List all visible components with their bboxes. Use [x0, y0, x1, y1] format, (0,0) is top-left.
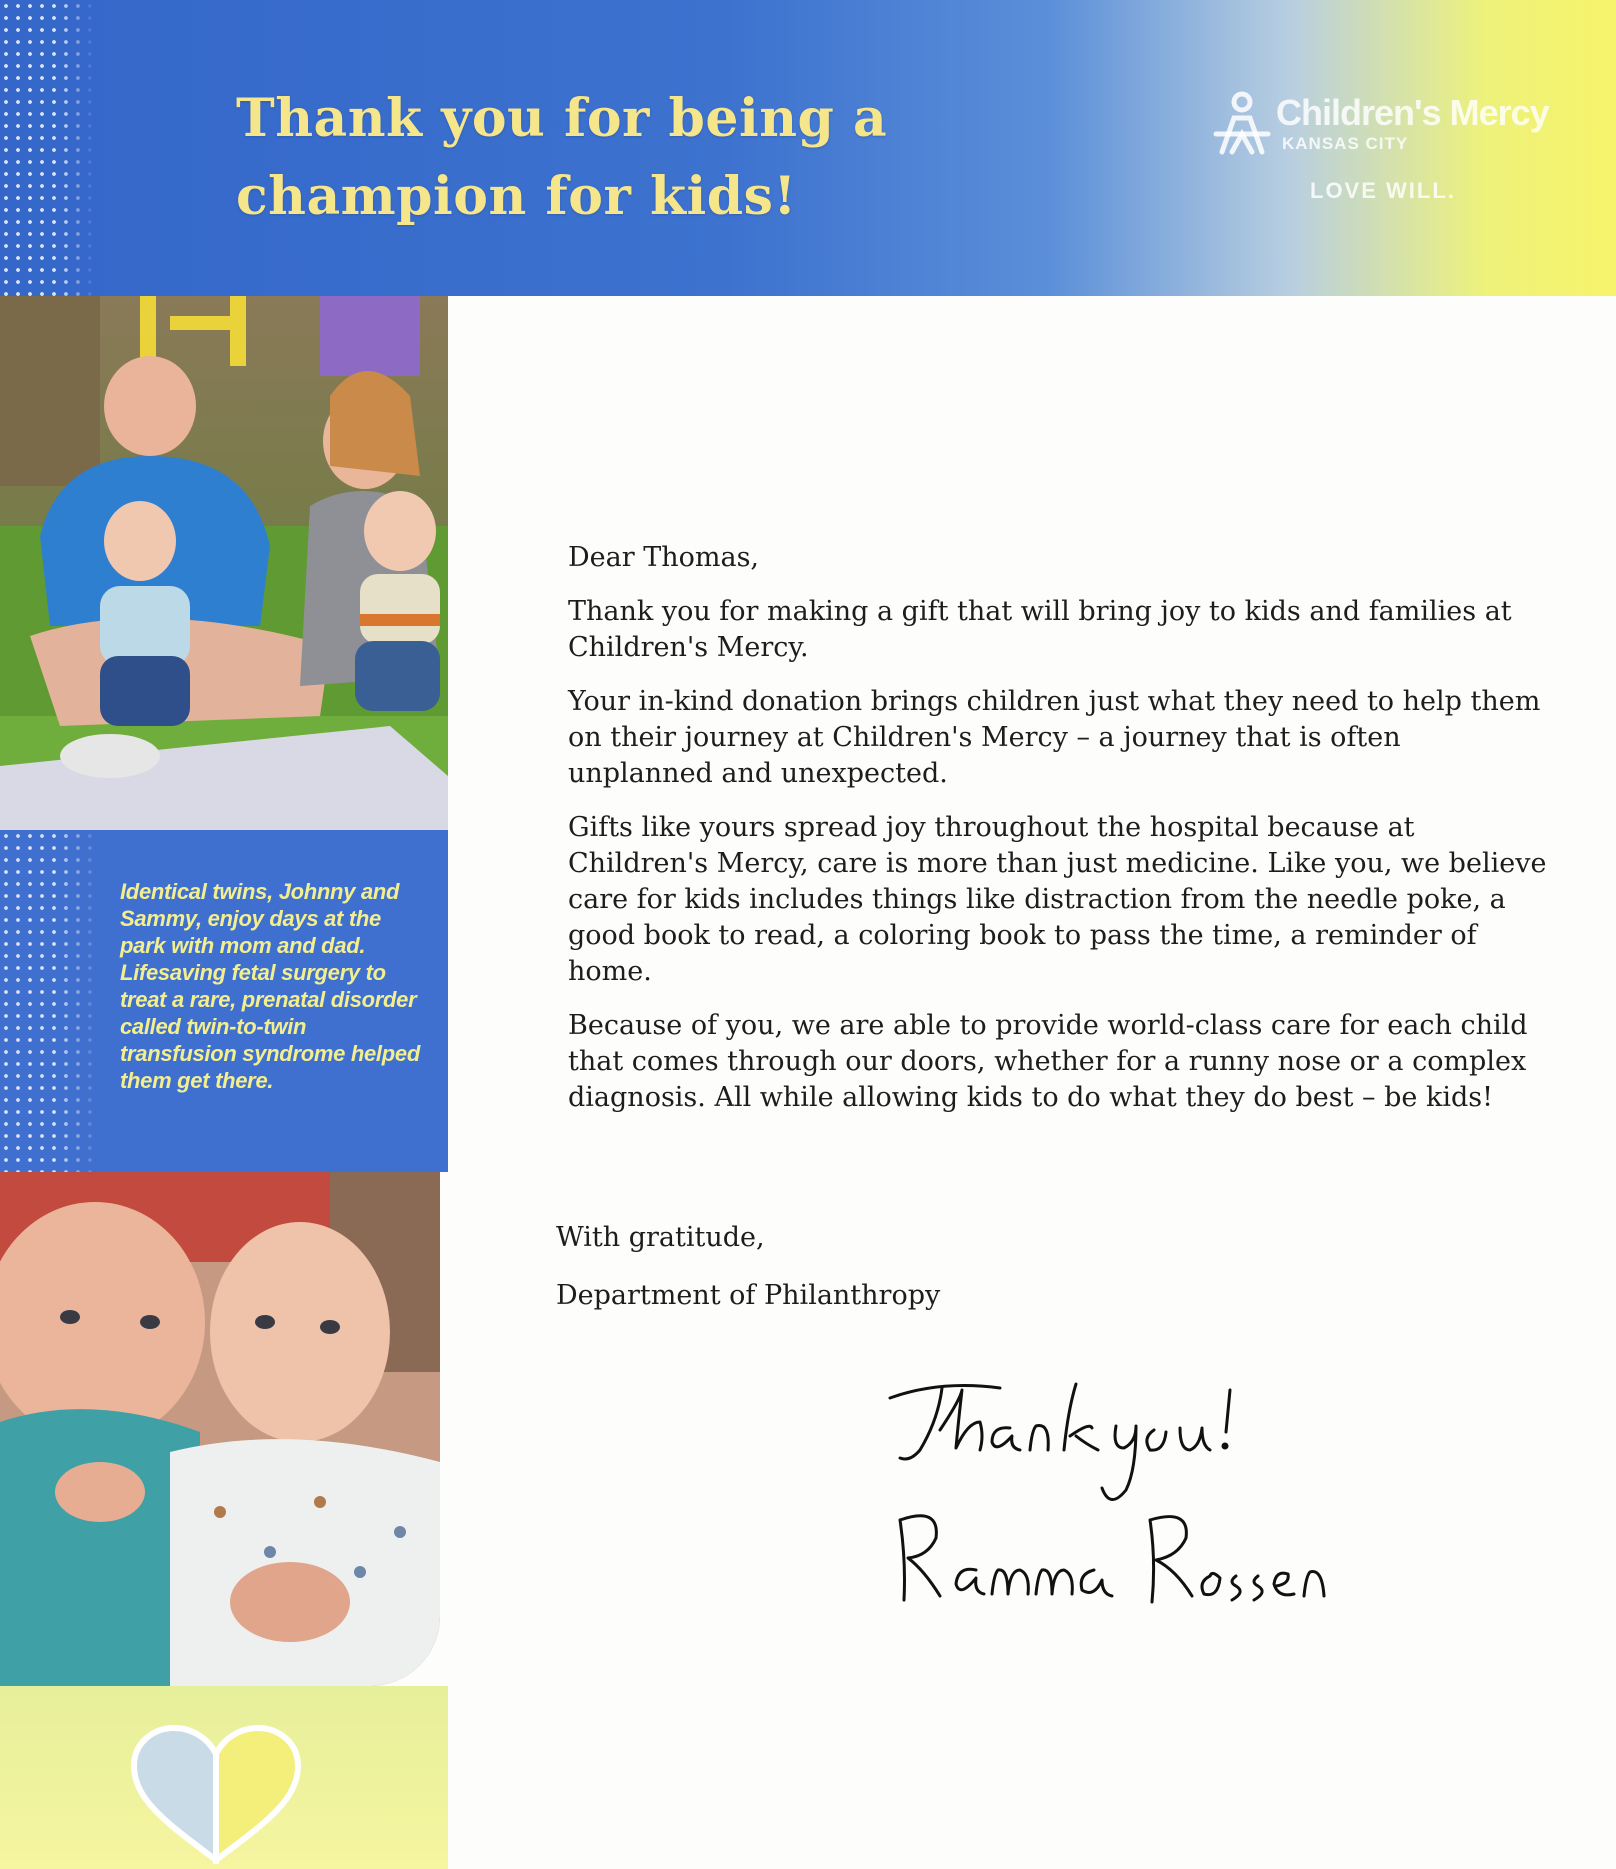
- family-photo: [0, 296, 448, 830]
- twins-photo: [0, 1172, 440, 1686]
- headline-line-1: Thank you for being a: [236, 88, 888, 149]
- letter-body: [568, 540, 1548, 1134]
- logo-name: Children's Mercy: [1276, 92, 1549, 133]
- closing: With gratitude,: [556, 1222, 765, 1253]
- dot-pattern: [0, 0, 95, 296]
- photo-caption: Identical twins, Johnny and Sammy, enjoy days at the park with mom and dad. Lifesaving fetal surgery to treat a rare, prenatal disorder called twin-to-twin transfusion syndrome helped them get there.: [120, 879, 420, 1093]
- caption-panel: [0, 830, 448, 1172]
- logo-city: KANSAS CITY: [1282, 134, 1409, 153]
- logo-tagline: LOVE WILL.: [1310, 178, 1456, 203]
- logo-mark-icon: [1210, 90, 1274, 156]
- headline: [236, 80, 956, 236]
- handwritten-signature: [880, 1370, 1400, 1630]
- department-name: Department of Philanthropy: [556, 1280, 941, 1311]
- headline-line-2: champion for kids!: [236, 166, 797, 227]
- heart-icon: [128, 1724, 304, 1864]
- header-banner: [0, 0, 1616, 296]
- childrens-mercy-logo: [1210, 82, 1550, 212]
- salutation: Dear Thomas,: [568, 542, 760, 573]
- letter-paragraph: Gifts like yours spread joy throughout the hospital because at Children's Mercy, care is more than just medicine. Like you, we believe care for kids includes things like distraction from the needle poke, a good book to read, a coloring book to pass the time, a reminder of home.: [568, 812, 1547, 987]
- letter-paragraph: Thank you for making a gift that will bring joy to kids and families at Children's Mercy.: [568, 596, 1512, 663]
- dot-pattern: [0, 830, 100, 1172]
- letter-paragraph: Because of you, we are able to provide world-class care for each child that comes through our doors, whether for a runny nose or a complex diagnosis. All while allowing kids to do what they do best – be kids!: [568, 1010, 1528, 1113]
- letter-paragraph: Your in-kind donation brings children just what they need to help them on their journey at Children's Mercy – a journey that is often unplanned and unexpected.: [568, 686, 1541, 789]
